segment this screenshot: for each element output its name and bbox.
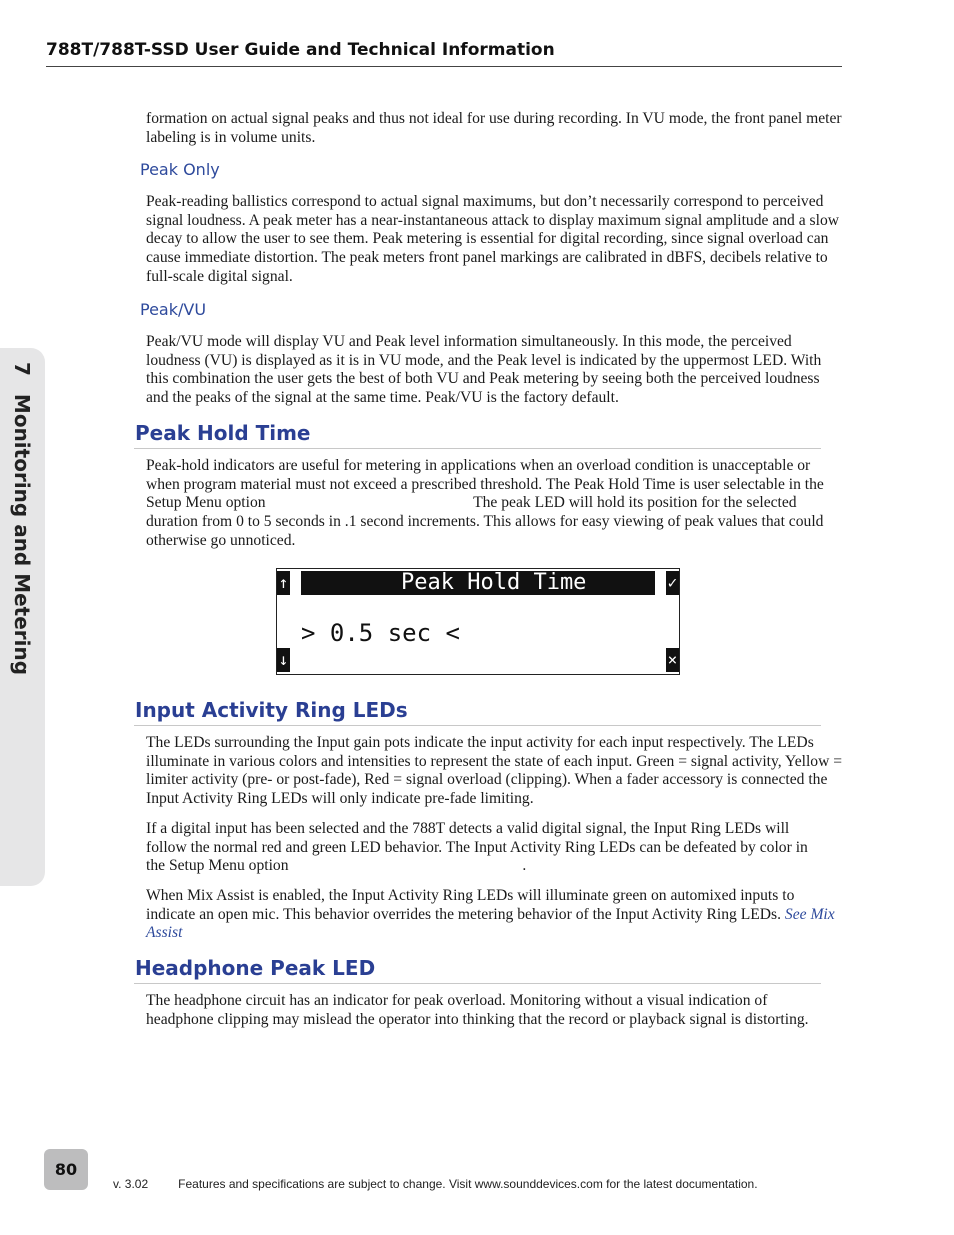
lcd-value: > 0.5 sec < <box>301 619 460 647</box>
peak-vu-heading: Peak/VU <box>140 300 207 319</box>
peak-only-heading: Peak Only <box>140 160 220 179</box>
footer-note: Features and specifications are subject to change. Visit www.sounddevices.com for the latest documentation. <box>178 1177 758 1191</box>
chapter-title: Monitoring and Metering <box>10 393 34 676</box>
headphone-paragraph: The headphone circuit has an indicator for peak overload. Monitoring without a visual indication of headphone clipping may mislead the operator into thinking that the record or playback signal is distorting. <box>146 992 809 1028</box>
lcd-screen <box>276 568 680 675</box>
section-divider <box>134 725 821 726</box>
see-mix-assist-link[interactable]: See Mix Assist <box>146 905 835 942</box>
peak-hold-paragraph <box>146 457 826 551</box>
input-ring-text-2: If a digital input has been selected and the 788T detects a valid digital signal, the Input Ring LEDs will follow the normal red and green LED behavior. The Input Activity Ring LEDs can be defeated by color in the Setup Menu option <box>146 820 808 875</box>
input-ring-paragraph-1: The LEDs surrounding the Input gain pots indicate the input activity for each input respectively. The LEDs illuminate in various colors and intensities to represent the state of each input. Green = signal activity, Yellow = limiter activity (pre- or post-fade), Red = signal overload (clipping). When a fader accessory is connected the Input Activity Ring LEDs will only indicate pre-fade limiting. <box>146 734 843 808</box>
input-ring-paragraph-3 <box>146 887 844 943</box>
input-ring-text-2-end: . <box>522 857 527 875</box>
up-arrow-icon: ↑ <box>277 571 290 595</box>
input-ring-paragraph-2 <box>146 820 830 876</box>
headphone-heading: Headphone Peak LED <box>135 956 376 980</box>
chapter-number: 7 <box>10 362 34 376</box>
page-footer <box>113 1177 758 1191</box>
peak-hold-text-b: The peak LED will hold its position for the selected duration from 0 to 5 seconds in .1 second increments. This allows for easy viewing of peak values that could otherwise go unnoticed. <box>146 494 824 549</box>
lcd-title: Peak Hold Time <box>301 571 655 595</box>
intro-paragraph: formation on actual signal peaks and thus not ideal for use during recording. In VU mode, the front panel meter labeling is in volume units. <box>146 110 842 146</box>
header-divider <box>46 66 842 67</box>
peak-only-paragraph: Peak-reading ballistics correspond to actual signal maximums, but don’t necessarily correspond to perceived signal loudness. A peak meter has a near-instantaneous attack to display maximum signal amplitude and a slow decay to allow the user to see them. Peak metering is essential for digital recording, since signal overload can cause immediate distortion. The peak meters front panel markings are calibrated in dBFS, decibels relative to full-scale digital signal. <box>146 193 840 285</box>
peak-hold-text-a: Peak-hold indicators are useful for metering in applications when an overload condition is unacceptable or when program material must not exceed a prescribed threshold. The Peak Hold Time is user selectable in the Setup Menu option <box>146 457 824 512</box>
document-title: 788T/788T-SSD User Guide and Technical Information <box>46 40 555 60</box>
down-arrow-icon: ↓ <box>277 648 290 672</box>
version-label: v. 3.02 <box>113 1177 149 1191</box>
section-divider <box>134 448 821 449</box>
input-ring-text-3: When Mix Assist is enabled, the Input Activity Ring LEDs will illuminate green on automixed inputs to indicate an open mic. This behavior overrides the metering behavior of the Input Activity Ring LEDs. <box>146 887 795 923</box>
page-number-badge: 80 <box>44 1149 88 1190</box>
input-ring-heading: Input Activity Ring LEDs <box>135 698 408 722</box>
peak-hold-heading: Peak Hold Time <box>135 421 311 445</box>
check-icon: ✓ <box>666 571 679 595</box>
peak-vu-paragraph: Peak/VU mode will display VU and Peak level information simultaneously. In this mode, the perceived loudness (VU) is displayed as it is in VU mode, and the Peak level is indicated by the uppermost LED. With this combination the user gets the best of both VU and Peak metering by seeing both the perceived loudness and the peaks of the signal at the same time. Peak/VU is the factory default. <box>146 333 822 407</box>
section-divider <box>134 983 821 984</box>
chapter-side-tab-label <box>10 362 34 675</box>
x-icon: × <box>666 648 679 672</box>
